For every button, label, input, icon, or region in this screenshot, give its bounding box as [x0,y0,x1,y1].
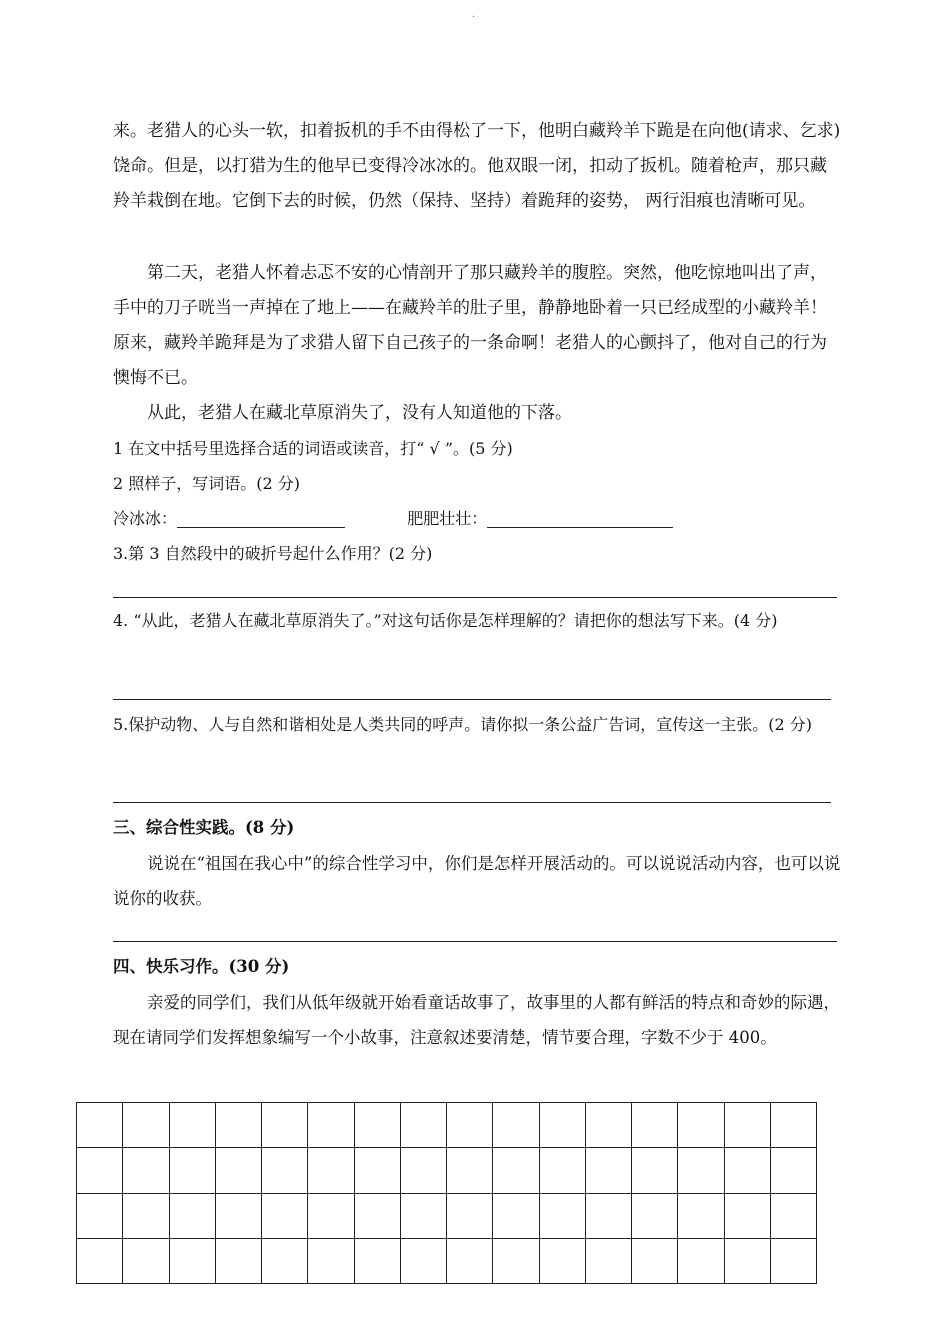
grid-cell[interactable] [262,1148,308,1193]
grid-cell[interactable] [262,1103,308,1148]
grid-cell[interactable] [216,1103,262,1148]
grid-cell[interactable] [262,1194,308,1239]
question-1: 1 在文中括号里选择合适的词语或读音，打“ √ ”。(5 分) [113,439,513,458]
grid-cell[interactable] [308,1103,354,1148]
section-4-body: 亲爱的同学们，我们从低年级就开始看童话故事了，故事里的人都有鲜活的特点和奇妙的际遇，现在请同学们发挥想象编写一个小故事，注意叙述要清楚，情节要合理，字数不少于 400。 [113,993,840,1047]
grid-cell[interactable] [771,1194,817,1239]
grid-cell[interactable] [540,1103,586,1148]
question-3: 3.第 3 自然段中的破折号起什么作用？(2 分) [113,544,433,563]
q2-example-a-label: 冷冰冰： [113,509,178,528]
section-3-body: 说说在“祖国在我心中”的综合性学习中，你们是怎样开展活动的。可以说说活动内容，也可以说说你的收获。 [113,854,841,908]
grid-cell[interactable] [586,1194,632,1239]
q3-answer-line[interactable] [113,597,837,598]
grid-cell[interactable] [771,1239,817,1284]
grid-cell[interactable] [401,1148,447,1193]
grid-cell[interactable] [771,1148,817,1193]
grid-cell[interactable] [262,1239,308,1284]
passage-paragraph-1: 来。老猎人的心头一软，扣着扳机的手不由得松了一下，他明白藏羚羊下跪是在向他(请求、乞求)饶命。但是，以打猎为生的他早已变得冷冰冰的。他双眼一闭，扣动了扳机。随着枪声，那只藏羚羊栽倒在地。它倒下去的时候，仍然（保持、坚持）着跪拜的姿势， 两行泪痕也清晰可见。 [113,121,841,211]
grid-cell[interactable] [493,1194,539,1239]
q4-answer-line[interactable] [113,699,831,700]
grid-cell[interactable] [447,1194,493,1239]
grid-cell[interactable] [678,1239,724,1284]
grid-cell[interactable] [77,1148,123,1193]
grid-cell[interactable] [678,1148,724,1193]
q2-example-b-label: 肥肥壮壮： [407,509,488,528]
grid-cell[interactable] [401,1103,447,1148]
grid-cell[interactable] [170,1194,216,1239]
grid-cell[interactable] [725,1194,771,1239]
grid-cell[interactable] [678,1194,724,1239]
grid-cell[interactable] [216,1148,262,1193]
section-3-heading: 三、综合性实践。(8 分) [113,818,295,837]
grid-cell[interactable] [632,1148,678,1193]
grid-cell[interactable] [123,1148,169,1193]
grid-cell[interactable] [586,1148,632,1193]
grid-cell[interactable] [355,1194,401,1239]
grid-cell[interactable] [493,1103,539,1148]
passage-paragraph-3: 从此，老猎人在藏北草原消失了，没有人知道他的下落。 [147,403,572,423]
grid-cell[interactable] [540,1194,586,1239]
grid-cell[interactable] [308,1239,354,1284]
section-4-heading: 四、快乐习作。(30 分) [113,957,290,976]
grid-cell[interactable] [632,1194,678,1239]
grid-cell[interactable] [632,1239,678,1284]
grid-cell[interactable] [216,1194,262,1239]
grid-cell[interactable] [170,1239,216,1284]
grid-cell[interactable] [123,1103,169,1148]
grid-cell[interactable] [725,1148,771,1193]
grid-cell[interactable] [725,1239,771,1284]
grid-cell[interactable] [632,1103,678,1148]
grid-cell[interactable] [123,1239,169,1284]
grid-cell[interactable] [493,1239,539,1284]
question-2: 2 照样子，写词语。(2 分) [113,474,301,493]
grid-cell[interactable] [540,1148,586,1193]
grid-cell[interactable] [725,1103,771,1148]
grid-cell[interactable] [123,1194,169,1239]
grid-cell[interactable] [170,1148,216,1193]
question-5: 5.保护动物、人与自然和谐相处是人类共同的呼声。请你拟一条公益广告词，宣传这一主张。(2 分) [113,715,813,734]
q2-answer-b-blank[interactable] [487,507,673,528]
grid-cell[interactable] [170,1103,216,1148]
grid-cell[interactable] [401,1239,447,1284]
grid-cell[interactable] [540,1239,586,1284]
grid-cell[interactable] [77,1239,123,1284]
grid-cell[interactable] [77,1103,123,1148]
passage-paragraph-2: 第二天，老猎人怀着忐忑不安的心情剖开了那只藏羚羊的腹腔。突然，他吃惊地叫出了声，手中的刀子咣当一声掉在了地上——在藏羚羊的肚子里，静静地卧着一只已经成型的小藏羚羊！原来，藏羚羊跪拜是为了求猎人留下自己孩子的一条命啊！老猎人的心颤抖了，他对自己的行为懊悔不已。 [113,263,827,388]
grid-cell[interactable] [216,1239,262,1284]
grid-cell[interactable] [586,1103,632,1148]
grid-cell[interactable] [447,1148,493,1193]
grid-cell[interactable] [447,1239,493,1284]
grid-cell[interactable] [355,1103,401,1148]
grid-cell[interactable] [355,1239,401,1284]
grid-cell[interactable] [77,1194,123,1239]
grid-cell[interactable] [771,1103,817,1148]
q2-answer-a-blank[interactable] [177,507,345,528]
grid-cell[interactable] [586,1239,632,1284]
grid-cell[interactable] [493,1148,539,1193]
grid-cell[interactable] [447,1103,493,1148]
header-mark: · [472,12,476,23]
question-4: 4. “从此，老猎人在藏北草原消失了。”对这句话你是怎样理解的？请把你的想法写下来。(4 分) [113,611,778,630]
grid-cell[interactable] [308,1148,354,1193]
question-2-answers [113,502,673,536]
grid-cell[interactable] [308,1194,354,1239]
grid-cell[interactable] [355,1148,401,1193]
section-3-answer-line[interactable] [113,941,837,942]
grid-cell[interactable] [678,1103,724,1148]
grid-cell[interactable] [401,1194,447,1239]
composition-grid[interactable] [76,1102,817,1284]
q5-answer-line[interactable] [113,802,831,803]
